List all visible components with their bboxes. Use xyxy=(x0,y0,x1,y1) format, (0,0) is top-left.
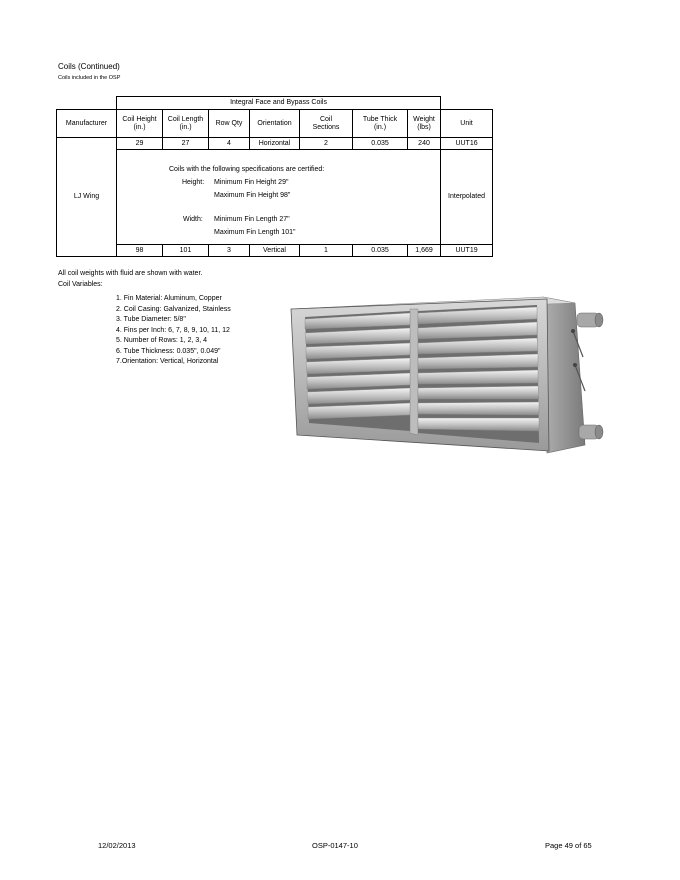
col-weight: Weight (lbs) xyxy=(408,110,441,138)
table-row: LJ Wing 29 27 4 Horizontal 2 0.035 240 UUT16 xyxy=(57,138,493,150)
spec-intro: Coils with the following specifications are certified: xyxy=(169,166,325,173)
list-item: 2. Coil Casing: Galvanized, Stainless xyxy=(116,305,231,313)
section-title: Coils (Continued) xyxy=(58,62,120,71)
col-orientation: Orientation xyxy=(250,110,300,138)
width-min: Minimum Fin Length 27" xyxy=(214,216,290,223)
col-tube-thick: Tube Thick (in.) xyxy=(353,110,408,138)
coil-table xyxy=(56,96,493,257)
header-row xyxy=(57,110,493,138)
width-label: Width: xyxy=(183,216,203,223)
footer-date: 12/02/2013 xyxy=(98,841,136,850)
list-item: 5. Number of Rows: 1, 2, 3, 4 xyxy=(116,337,208,344)
coil-photo xyxy=(285,295,615,455)
height-label: Height: xyxy=(182,179,205,186)
list-item: 1. Fin Material: Aluminum, Copper xyxy=(116,295,222,302)
col-coil-length: Coil Length (in.) xyxy=(163,110,209,138)
unit-interpolated: Interpolated xyxy=(441,150,493,245)
col-coil-sections: Coil Sections xyxy=(300,110,353,138)
height-max: Maximum Fin Height 98" xyxy=(214,192,291,199)
footer-doc-id: OSP-0147-10 xyxy=(312,841,358,850)
list-item: 3. Tube Diameter: 5/8" xyxy=(116,316,186,323)
list-item: 6. Tube Thickness: 0.035", 0.049" xyxy=(116,347,221,355)
col-coil-height: Coil Height (in.) xyxy=(117,110,163,138)
variables-label: Coil Variables: xyxy=(58,281,103,288)
section-subtitle: Coils included in the OSP xyxy=(58,75,121,81)
group-header: Integral Face and Bypass Coils xyxy=(117,97,441,110)
variables-list xyxy=(116,294,231,368)
spec-row xyxy=(57,150,493,245)
footer-page: Page 49 of 65 xyxy=(545,841,592,850)
table-row: 98 101 3 Vertical 1 0.035 1,669 UUT19 xyxy=(57,245,493,257)
width-max: Maximum Fin Length 101" xyxy=(214,229,296,236)
weights-note: All coil weights with fluid are shown with water. xyxy=(58,270,203,277)
col-row-qty: Row Qty xyxy=(209,110,250,138)
col-manufacturer: Manufacturer xyxy=(57,110,117,138)
list-item: 4. Fins per Inch: 6, 7, 8, 9, 10, 11, 12 xyxy=(116,326,230,334)
list-item: 7.Orientation: Vertical, Horizontal xyxy=(116,358,219,365)
spec-block xyxy=(117,150,440,244)
col-unit: Unit xyxy=(441,110,493,138)
height-min: Minimum Fin Height 29" xyxy=(214,179,289,186)
manufacturer-cell: LJ Wing xyxy=(57,138,117,257)
